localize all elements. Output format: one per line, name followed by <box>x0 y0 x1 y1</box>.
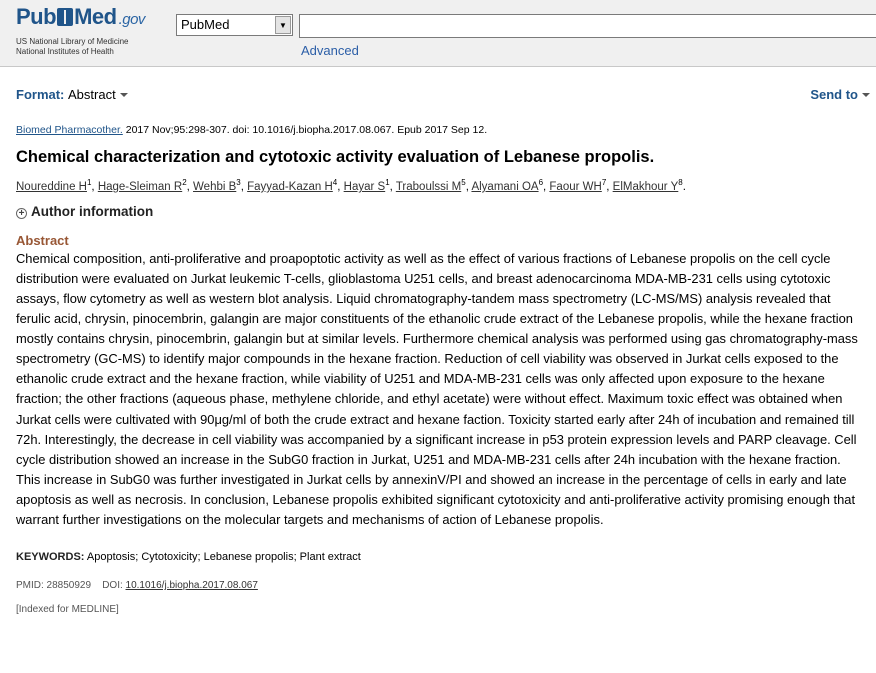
author-list: Noureddine $H^1$, Hage-Sleiman $R^2$, Wehbi $B^3$, Fayyad-Kazan $H^4$, Hayar $S^1$, Traboulssi $M^5$, Alyamani $OA^6$, Faour $WH^7$, ElMakhour $Y^8$. <box>16 178 686 193</box>
author-link[interactable]: Hayar S <box>343 180 386 193</box>
author-link[interactable]: Wehbi B <box>193 180 237 193</box>
indexed-status: [Indexed for MEDLINE] <box>16 604 119 616</box>
author-link[interactable]: Alyamani OA <box>471 180 539 193</box>
article-identifiers <box>16 579 864 593</box>
caret-down-icon <box>120 93 128 97</box>
send-to-menu[interactable]: Send to <box>810 87 870 102</box>
doi-link[interactable]: 10.1016/j.biopha.2017.08.067 <box>125 580 258 592</box>
abstract-heading: Abstract <box>16 232 69 248</box>
keywords: KEYWORDS: Apoptosis; Cytotoxicity; Lebanese propolis; Plant extract <box>16 551 361 564</box>
format-bar <box>0 67 876 119</box>
format-selector[interactable]: Format: Abstract <box>16 87 128 102</box>
dropdown-arrow-icon: ▼ <box>275 16 291 34</box>
citation <box>16 122 864 138</box>
advanced-search-link[interactable]: Advanced <box>301 43 359 58</box>
pmid: PMID: 28850929 <box>16 580 92 592</box>
logo-wordmark: Pub Med .gov <box>16 4 145 29</box>
article-title: Chemical characterization and cytotoxic activity evaluation of Lebanese propolis. <box>16 148 655 166</box>
abstract-text: Chemical composition, anti-proliferative and proapoptotic activity as well as the effect of various fractions of Lebanese propolis on the cell cycle distribution were evaluated on Jurkat leukemic T-cells, glioblastoma U251 cells, and breast adenocarcinoma MDA-MB-231 cells using cytotoxic assays, flow cytometry as well as western blot analysis. Liquid chromatography-tandem mass spectrometry (LC-MS/MS) analysis revealed that ferulic acid, chrysin, pinocembrin, galangin are major constituents of the ethanolic crude extract of the Lebanese propolis, while the hexane fraction mostly contains chrysin, pinocembrin, galangin but at similar levels. Furthermore chemical analysis was performed using gas chromatography-mass spectrometry (GC-MS) to identify major compounds in the hexane fraction. Reduction of cell viability was observed in Jurkat cells exposed to the ethanolic crude extract and the hexane fraction, while viability of U251 and MDA-MB-231 cells was only affected upon exposure to the hexane fraction; the other fractions (aqueous phase, methylene chloride, and ethyl acetate) were without effect. Maximum toxic effect was obtained when Jurkat cells were cultivated with 90μg/ml of both the crude extract and hexane faction. Toxicity started early after 24h of incubation and remained till 72h. Interestingly, the decrease in cell viability was accompanied by a significant increase in p53 protein expression levels and PARP cleavage. Cell cycle distribution showed an increase in the SubG0 fraction in Jurkat, U251 and MDA-MB-231 cells after 24h incubation with the hexane fraction. This increase in SubG0 was further investigated in Jurkat cells by annexinV/PI and showed an increase in the percentage of cells in early and late apoptosis as well as necrosis. In conclusion, Lebanese propolis exhibited significant cytotoxicity and anti-proliferative activity promising enough that warrant further investigations on the molecular targets and mechanisms of action of Lebanese propolis. <box>16 250 858 528</box>
article-content <box>16 122 864 617</box>
pubmed-logo[interactable] <box>16 3 166 57</box>
search-input[interactable] <box>299 14 876 38</box>
author-link[interactable]: Fayyad-Kazan H <box>247 180 333 193</box>
site-header <box>0 0 876 67</box>
author-link[interactable]: Noureddine H <box>16 180 87 193</box>
database-select[interactable]: PubMed ▼ <box>176 14 293 36</box>
logo-subtitle: US National Library of Medicine National Institutes of Health <box>16 37 129 56</box>
expand-plus-icon: + <box>16 208 27 219</box>
doi-label: DOI: <box>102 580 123 592</box>
pubmed-book-icon <box>57 8 73 26</box>
author-information-toggle[interactable]: + Author information <box>16 203 864 221</box>
journal-link[interactable]: Biomed Pharmacother. <box>16 124 123 136</box>
caret-down-icon <box>862 93 870 97</box>
author-link[interactable]: Faour WH <box>549 180 602 193</box>
format-value: Abstract <box>68 87 116 102</box>
author-link[interactable]: Hage-Sleiman R <box>97 180 183 193</box>
author-link[interactable]: ElMakhour Y <box>612 180 679 193</box>
author-link[interactable]: Traboulssi M <box>395 180 462 193</box>
citation-details: 2017 Nov;95:298-307. doi: 10.1016/j.biopha.2017.08.067. Epub 2017 Sep 12. <box>122 124 488 136</box>
